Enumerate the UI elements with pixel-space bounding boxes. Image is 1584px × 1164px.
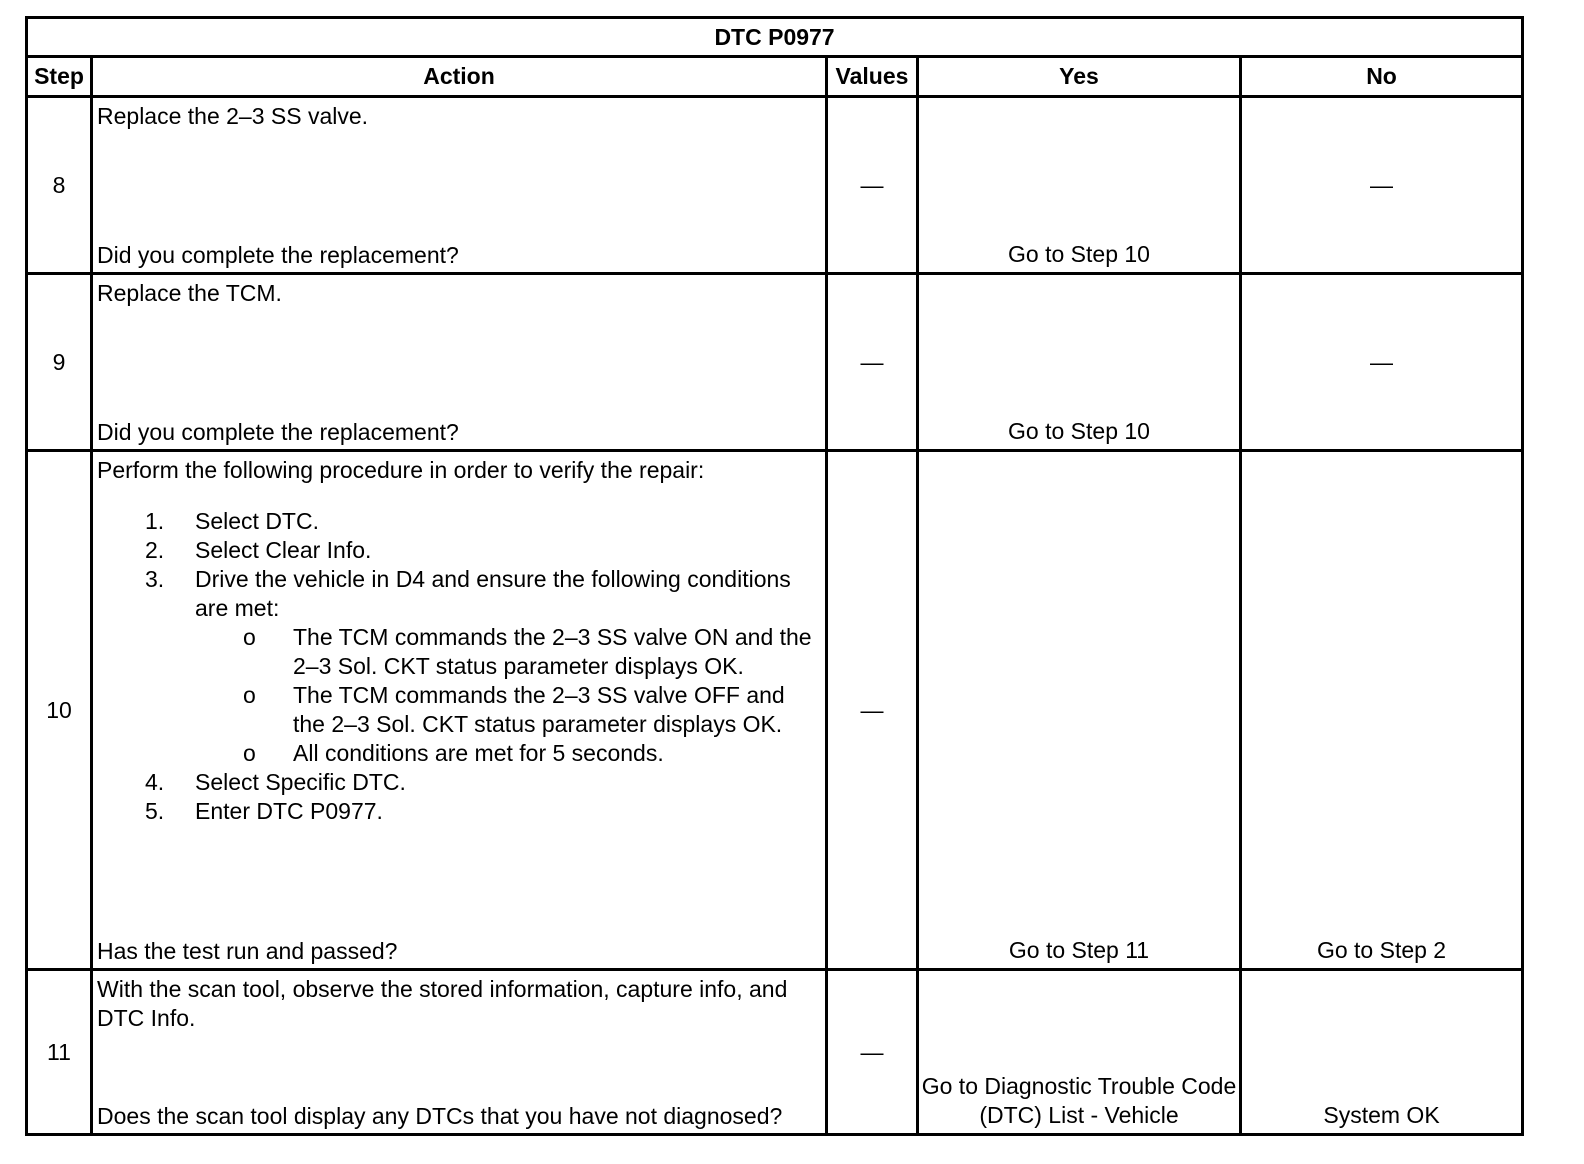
table-title-row <box>27 18 1523 57</box>
header-values: Values <box>827 57 918 97</box>
step-number: 9 <box>27 274 92 451</box>
header-action: Action <box>92 57 827 97</box>
table-title: DTC P0977 <box>27 18 1523 57</box>
no-cell: — <box>1241 274 1523 451</box>
dtc-table <box>25 16 1524 1136</box>
list-item <box>97 565 821 768</box>
action-instruction: With the scan tool, observe the stored information, capture info, and DTC Info. <box>97 976 788 1031</box>
action-question: Does the scan tool display any DTCs that you have not diagnosed? <box>97 1103 783 1129</box>
bullet-icon: o <box>243 740 256 766</box>
list-text: The TCM commands the 2–3 SS valve OFF and the 2–3 Sol. CKT status parameter displays OK. <box>293 682 785 737</box>
header-yes: Yes <box>918 57 1241 97</box>
list-text: Enter DTC P0977. <box>195 798 383 824</box>
list-item <box>195 739 821 768</box>
bullet-icon: o <box>243 624 256 650</box>
list-text: Select Clear Info. <box>195 537 372 563</box>
action-cell <box>92 451 827 970</box>
table-row <box>27 97 1523 274</box>
values-cell: — <box>827 451 918 970</box>
action-question: Did you complete the replacement? <box>97 242 459 268</box>
header-row <box>27 57 1523 97</box>
list-number: 2. <box>145 537 165 563</box>
conditions-list <box>195 623 821 768</box>
action-cell <box>92 970 827 1135</box>
header-step: Step <box>27 57 92 97</box>
table-row <box>27 274 1523 451</box>
list-item <box>97 536 821 565</box>
no-cell: Go to Step 2 <box>1241 451 1523 970</box>
list-number: 3. <box>145 566 165 592</box>
list-item <box>195 623 821 681</box>
no-cell: — <box>1241 97 1523 274</box>
action-question: Has the test run and passed? <box>97 938 398 964</box>
list-item <box>97 768 821 797</box>
yes-cell: Go to Diagnostic Trouble Code (DTC) List - Vehicle <box>918 970 1241 1135</box>
step-number: 10 <box>27 451 92 970</box>
yes-cell: Go to Step 10 <box>918 97 1241 274</box>
yes-cell: Go to Step 11 <box>918 451 1241 970</box>
values-cell: — <box>827 970 918 1135</box>
step-number: 11 <box>27 970 92 1135</box>
bullet-icon: o <box>243 682 256 708</box>
list-text: Select Specific DTC. <box>195 769 406 795</box>
action-question: Did you complete the replacement? <box>97 419 459 445</box>
action-instruction: Replace the TCM. <box>97 280 282 306</box>
step-number: 8 <box>27 97 92 274</box>
list-item <box>97 797 821 826</box>
yes-cell: Go to Step 10 <box>918 274 1241 451</box>
table-row <box>27 451 1523 970</box>
list-number: 1. <box>145 508 165 534</box>
list-item <box>97 507 821 536</box>
action-cell <box>92 274 827 451</box>
procedure-list <box>97 507 821 826</box>
action-instruction: Replace the 2–3 SS valve. <box>97 103 369 129</box>
list-text: All conditions are met for 5 seconds. <box>293 740 664 766</box>
action-instruction: Perform the following procedure in order to verify the repair: <box>97 457 705 483</box>
action-cell <box>92 97 827 274</box>
no-cell: System OK <box>1241 970 1523 1135</box>
list-text: Drive the vehicle in D4 and ensure the following conditions are met: <box>195 566 791 621</box>
list-number: 4. <box>145 769 165 795</box>
values-cell: — <box>827 97 918 274</box>
header-no: No <box>1241 57 1523 97</box>
list-item <box>195 681 821 739</box>
values-cell: — <box>827 274 918 451</box>
list-text: Select DTC. <box>195 508 319 534</box>
list-text: The TCM commands the 2–3 SS valve ON and the 2–3 Sol. CKT status parameter displays OK. <box>293 624 812 679</box>
table-row <box>27 970 1523 1135</box>
list-number: 5. <box>145 798 165 824</box>
